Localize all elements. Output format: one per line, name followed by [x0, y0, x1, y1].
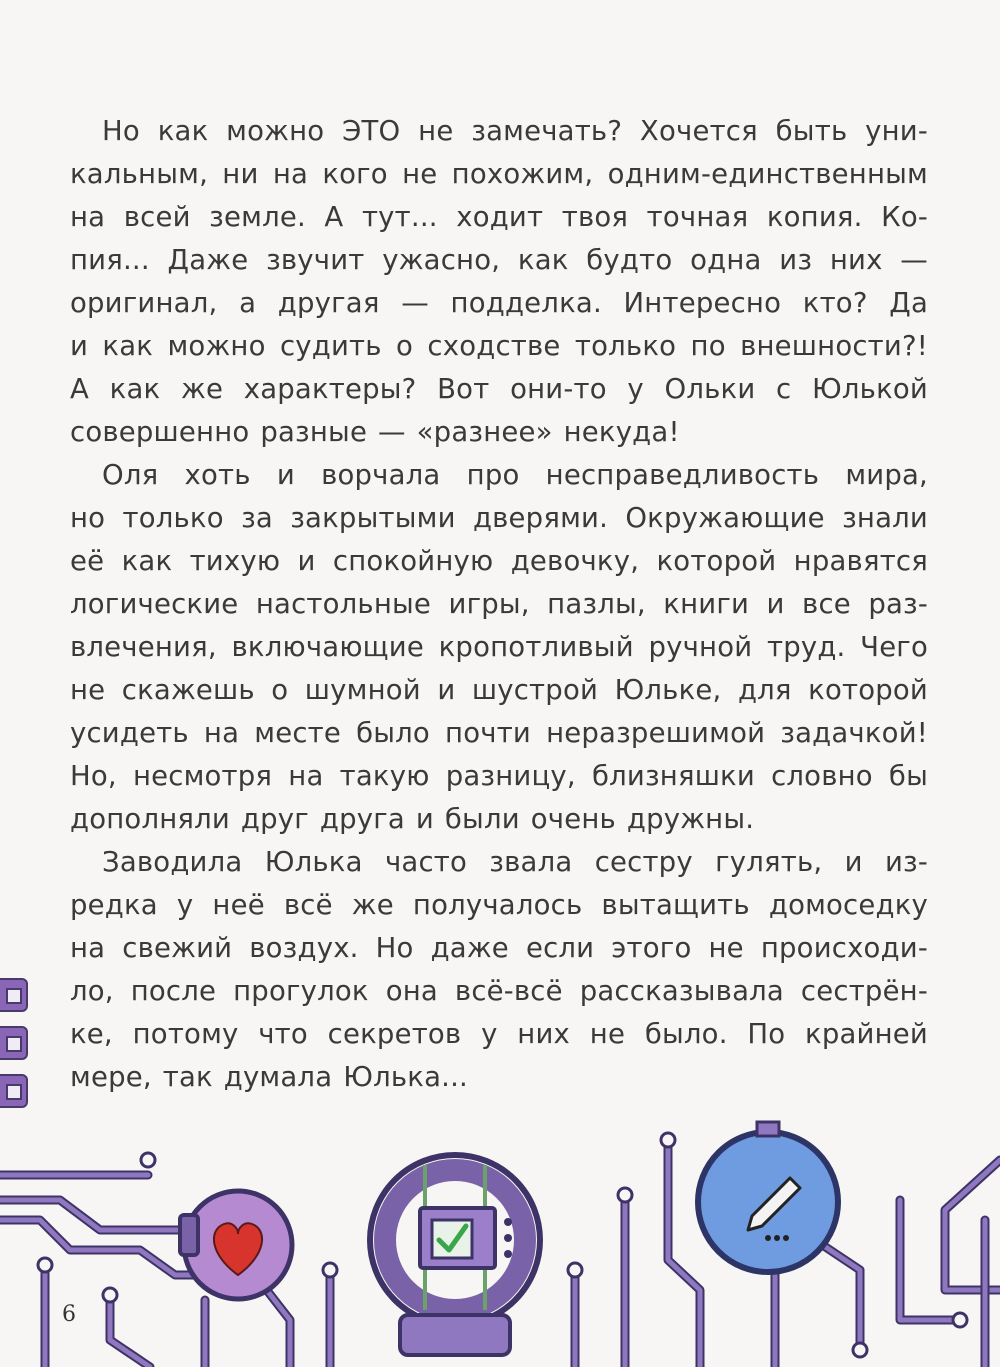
text-line: на всей земле. А тут... ходит твоя точная копия. Ко-	[70, 201, 928, 233]
text-line: на свежий воздух. Но даже если этого не происходи-	[70, 932, 928, 964]
text-body	[70, 110, 928, 1099]
text-line: но только за закрытыми дверями. Окружающие знали	[70, 502, 928, 534]
text-line: оригинал, а другая — подделка. Интересно кто? Да	[70, 287, 928, 319]
pencil-node	[698, 1122, 838, 1272]
heart-node	[180, 1191, 292, 1299]
text-line: А как же характеры? Вот они-то у Ольки с Юлькой	[70, 373, 928, 405]
text-line: логические настольные игры, пазлы, книги и все раз-	[70, 588, 928, 620]
text-line: Оля хоть и ворчала про несправедливость мира,	[102, 459, 928, 491]
text-line: ло, после прогулок она всё-всё рассказывала сестрён-	[70, 975, 928, 1007]
text-line: Заводила Юлька часто звала сестру гулять, и из-	[102, 846, 928, 878]
text-line: редка у неё всё же получалось вытащить домоседку	[70, 889, 928, 921]
text-line: совершенно разные — «разнее» некуда!	[70, 416, 680, 448]
text-line: влечения, включающие кропотливый ручной труд. Чего	[70, 631, 928, 663]
grid-icon	[6, 1084, 22, 1100]
check-node	[370, 1155, 540, 1355]
grid-icon	[6, 1036, 22, 1052]
text-line: и как можно судить о сходстве только по внешности?!	[70, 330, 928, 362]
text-line: её как тихую и спокойную девочку, которой нравятся	[70, 545, 928, 577]
side-tab	[0, 1074, 28, 1108]
text-line: ке, потому что секретов у них не было. По крайней	[70, 1018, 928, 1050]
text-line: дополняли друг друга и были очень дружны.	[70, 803, 755, 835]
text-line: мере, так думала Юлька...	[70, 1061, 468, 1093]
side-tab	[0, 978, 28, 1012]
text-line: Но как можно ЭТО не замечать? Хочется быть уни-	[102, 115, 928, 147]
text-line: усидеть на месте было почти неразрешимой задачкой!	[70, 717, 928, 749]
side-tabs	[0, 978, 32, 1122]
grid-icon	[6, 988, 22, 1004]
page-number: 6	[62, 1302, 76, 1327]
text-line: Но, несмотря на такую разницу, близняшки словно бы	[70, 760, 928, 792]
text-line: кальным, ни на кого не похожим, одним-единственным	[70, 158, 928, 190]
text-line: не скажешь о шумной и шустрой Юльке, для которой	[70, 674, 928, 706]
side-tab	[0, 1026, 28, 1060]
text-line: пия... Даже звучит ужасно, как будто одна из них —	[70, 244, 928, 276]
circuit-illustration	[0, 1120, 1000, 1367]
